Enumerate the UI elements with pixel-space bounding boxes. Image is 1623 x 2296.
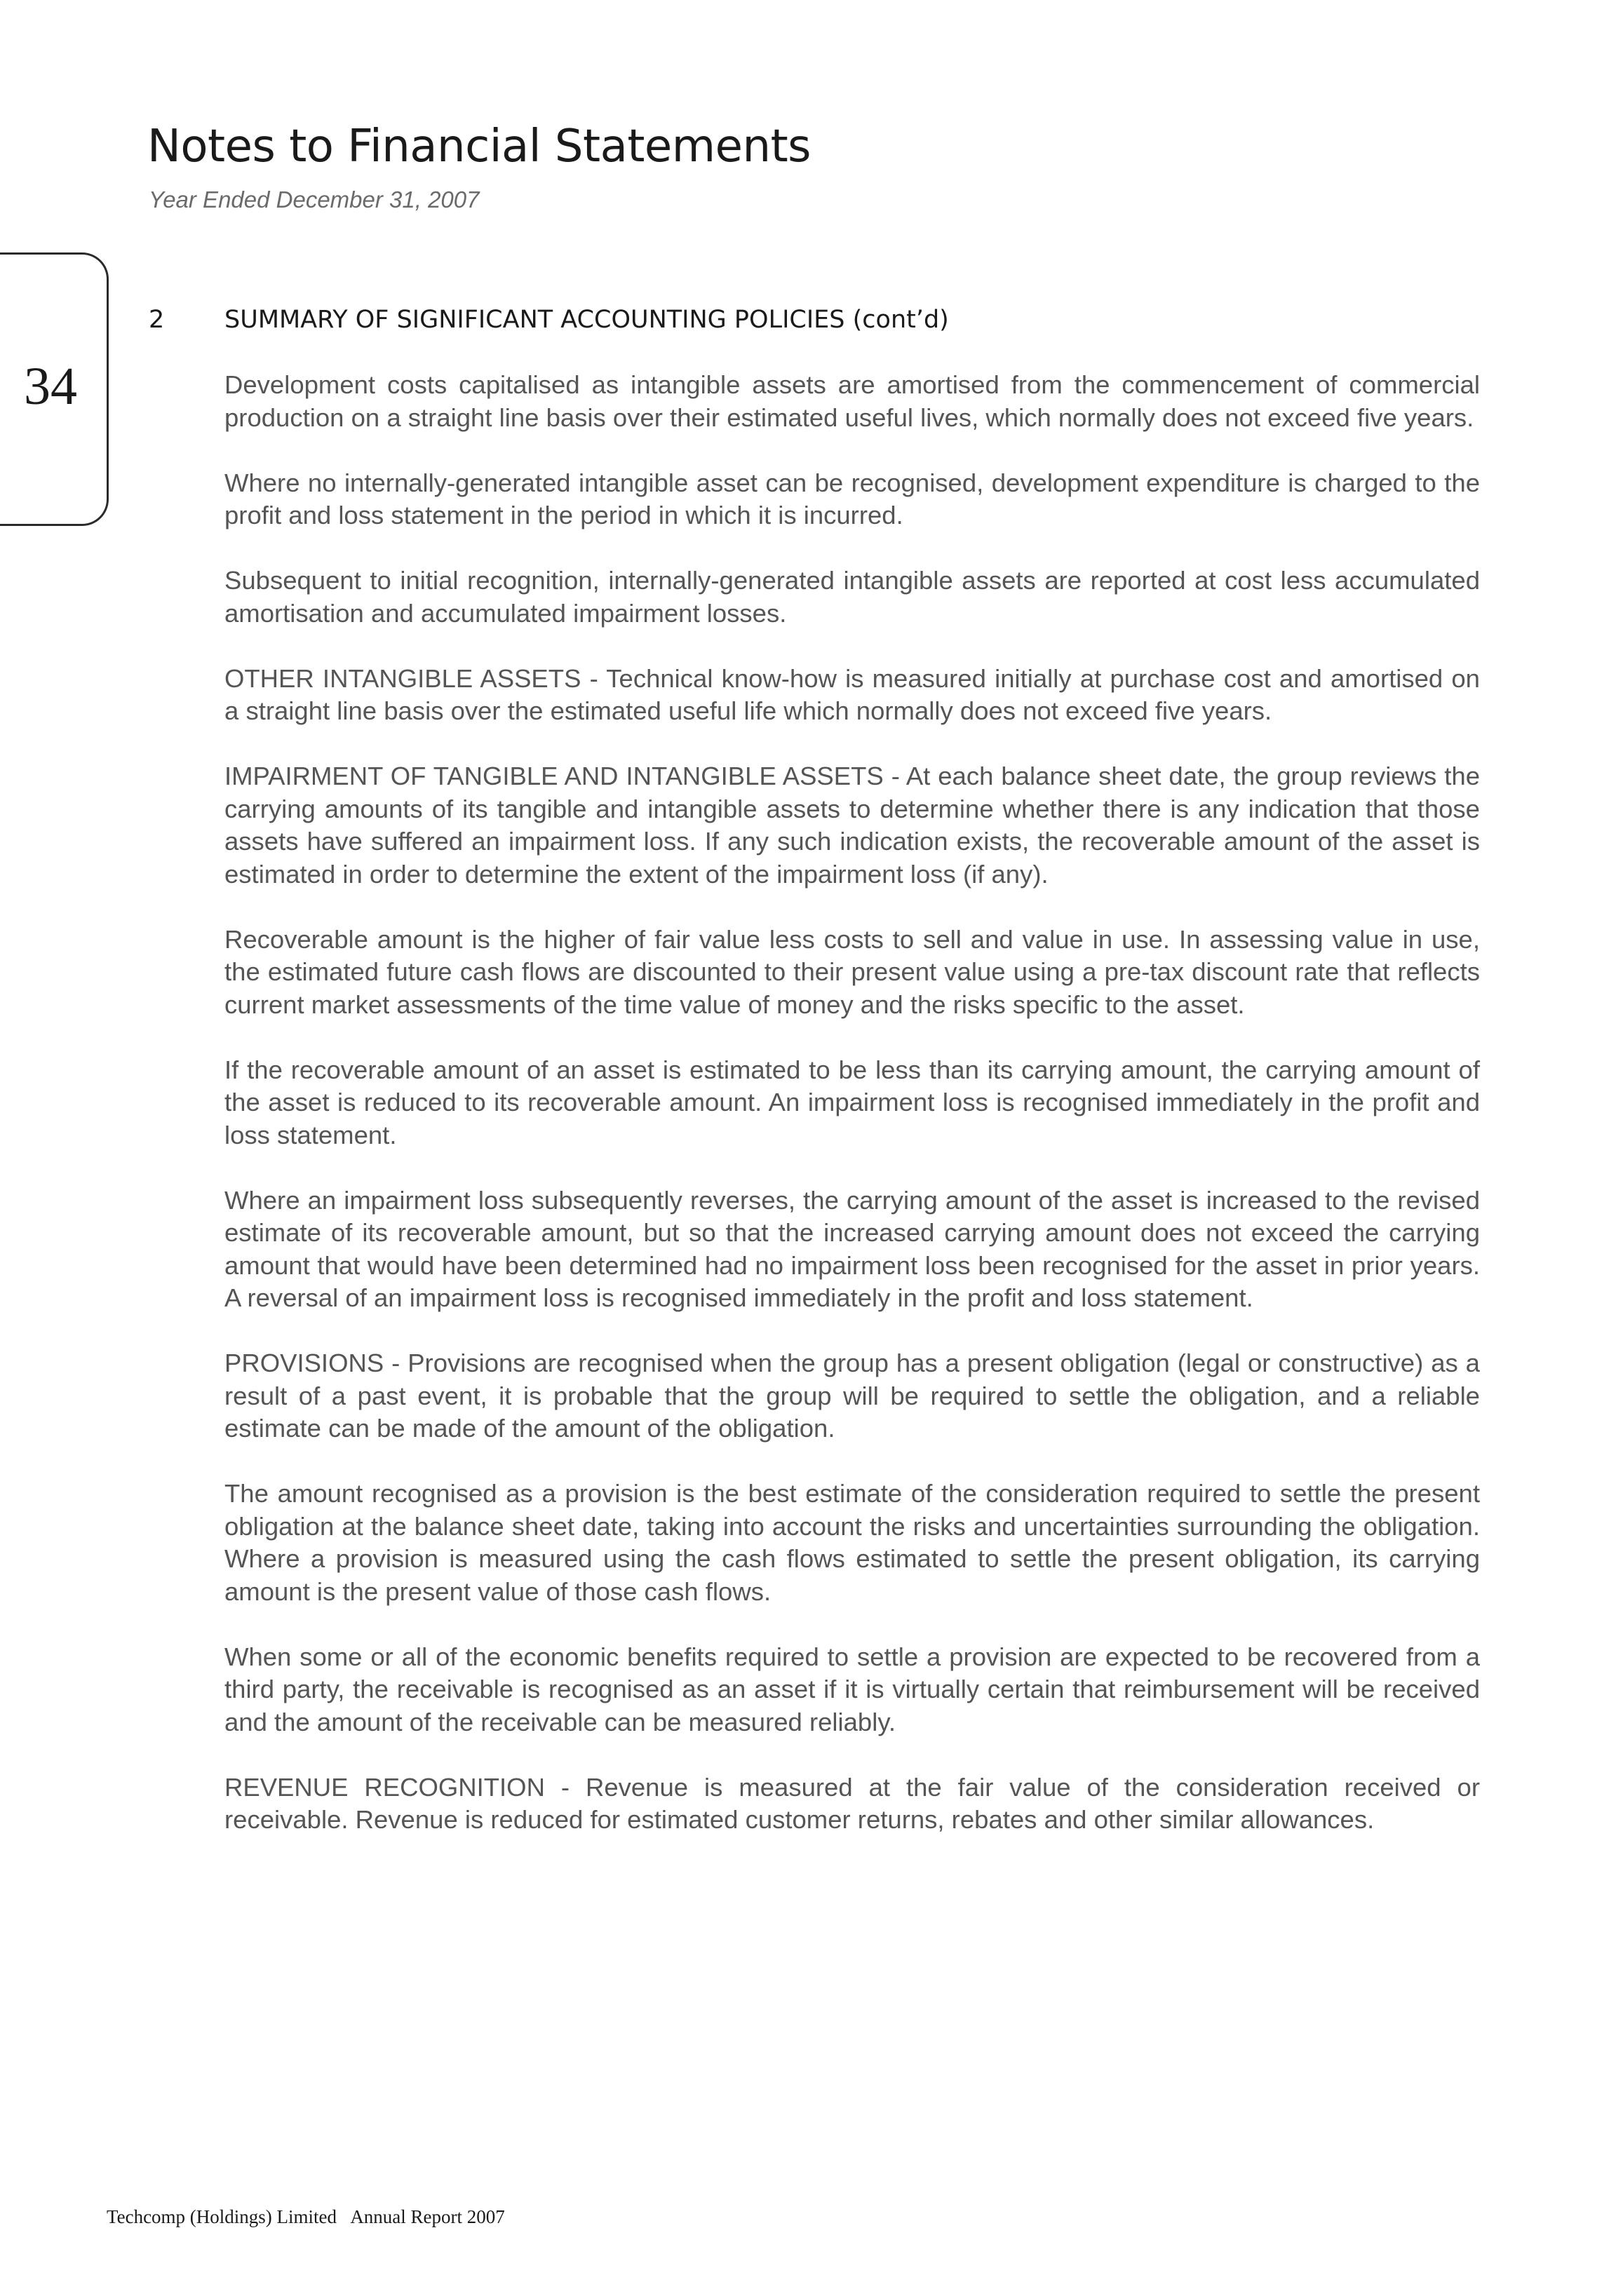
paragraph: Subsequent to initial recognition, internally-generated intangible assets are reported at cost less accumulated amortisation and accumulated impairment losses. xyxy=(224,566,1480,628)
body-text xyxy=(224,369,1480,1869)
paragraph: IMPAIRMENT OF TANGIBLE AND INTANGIBLE ASSETS - At each balance sheet date, the group reviews the carrying amounts of its tangible and intangible assets to determine whether there is any indication that those assets have suffered an impairment loss. If any such indication exists, the recoverable amount of the asset is estimated in order to determine the extent of the impairment loss (if any). xyxy=(224,762,1480,889)
page-number: 34 xyxy=(24,357,77,416)
paragraph: The amount recognised as a provision is the best estimate of the consideration required to settle the present obligation at the balance sheet date, taking into account the risks and uncertainties surrounding the obligation. Where a provision is measured using the cash flows estimated to settle the present obligation, its carrying amount is the present value of those cash flows. xyxy=(224,1479,1480,1606)
paragraph: Where no internally-generated intangible asset can be recognised, development expenditure is charged to the profit and loss statement in the period in which it is incurred. xyxy=(224,468,1480,529)
paragraph: Recoverable amount is the higher of fair value less costs to sell and value in use. In assessing value in use, the estimated future cash flows are discounted to their present value using a pre-tax discount rate that reflects current market assessments of the time value of money and the risks specific to the asset. xyxy=(224,924,1480,1019)
paragraph: PROVISIONS - Provisions are recognised when the group has a present obligation (legal or constructive) as a result of a past event, it is probable that the group will be required to settle the obligation, and a reliable estimate can be made of the amount of the obligation. xyxy=(224,1349,1480,1443)
paragraph: When some or all of the economic benefits required to settle a provision are expected to be recovered from a third party, the receivable is recognised as an asset if it is virtually certain that reimbursement will be received and the amount of the receivable can be measured reliably. xyxy=(224,1642,1480,1736)
footer xyxy=(107,2206,515,2228)
page-title: Notes to Financial Statements xyxy=(147,121,811,173)
paragraph: Development costs capitalised as intangible assets are amortised from the commencement of commercial production on a straight line basis over their estimated useful lives, which normally does not exceed five years. xyxy=(224,370,1480,432)
paragraph: REVENUE RECOGNITION - Revenue is measured at the fair value of the consideration received or receivable. Revenue is reduced for estimated customer returns, rebates and other similar allowances. xyxy=(224,1772,1480,1834)
section-title: SUMMARY OF SIGNIFICANT ACCOUNTING POLICIES (cont’d) xyxy=(224,306,949,334)
paragraph: Where an impairment loss subsequently reverses, the carrying amount of the asset is increased to the revised estimate of its recoverable amount, but so that the increased carrying amount does not exceed the carrying amount that would have been determined had no impairment loss been recognised for the asset in prior years. A reversal of an impairment loss is recognised immediately in the profit and loss statement. xyxy=(224,1185,1480,1312)
paragraph: If the recoverable amount of an asset is estimated to be less than its carrying amount, the carrying amount of the asset is reduced to its recoverable amount. An impairment loss is recognised immediately in the profit and loss statement. xyxy=(224,1055,1480,1149)
paragraph: OTHER INTANGIBLE ASSETS - Technical know-how is measured initially at purchase cost and amortised on a straight line basis over the estimated useful life which normally does not exceed five years. xyxy=(224,663,1480,725)
section-number: 2 xyxy=(149,306,165,334)
footer-company: Techcomp (Holdings) Limited xyxy=(107,2206,337,2227)
footer-report: Annual Report 2007 xyxy=(350,2206,505,2227)
page-subtitle: Year Ended December 31, 2007 xyxy=(149,187,480,212)
